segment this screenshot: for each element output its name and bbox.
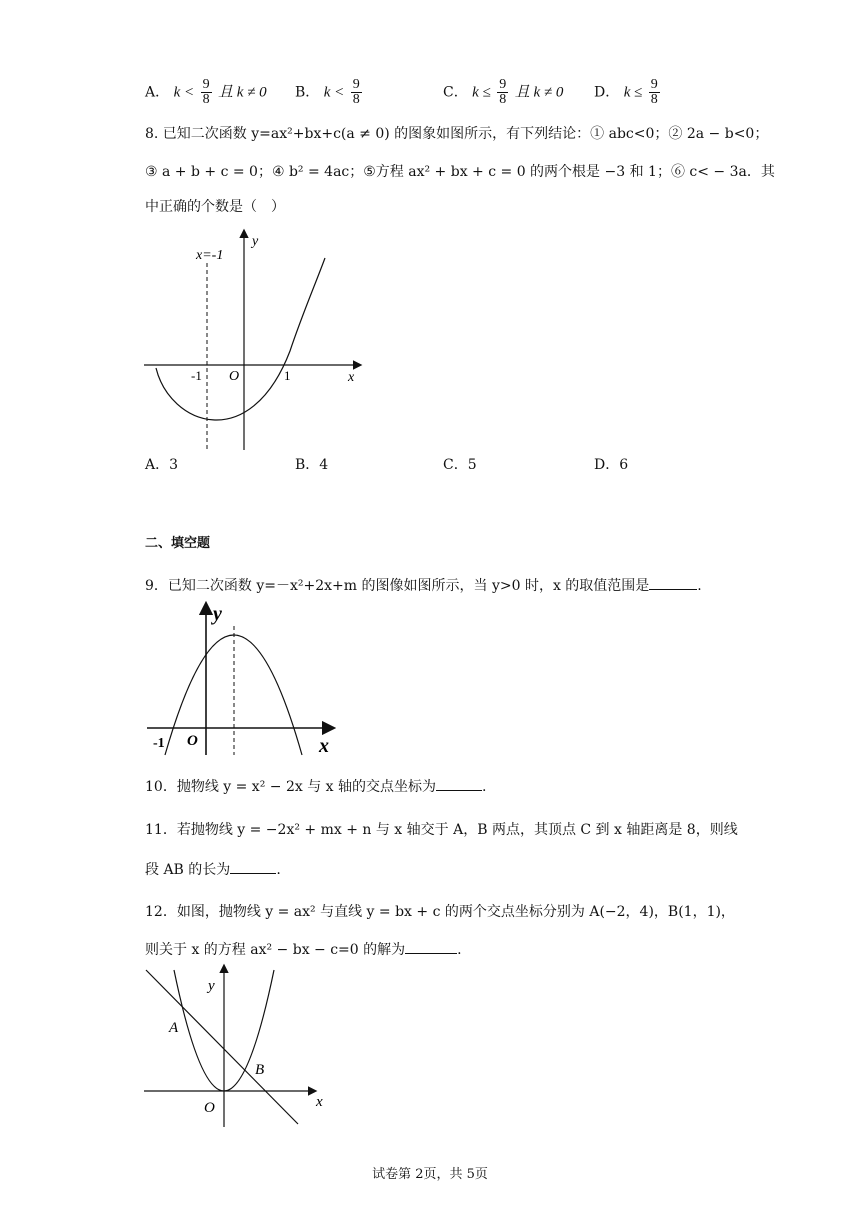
option-expr: k ≤ (472, 84, 491, 101)
q10-end: . (482, 779, 487, 795)
option-label: C． (443, 84, 468, 101)
axis-line-label: x=-1 (196, 248, 224, 263)
q12-graph (140, 962, 340, 1132)
q8-option-a: A．3 (145, 457, 179, 473)
q9-stem: 9．已知二次函数 y=－x²+2x+m 的图像如图所示，当 y>0 时，x 的取值范围是 (145, 578, 650, 594)
x-label: x (316, 1094, 323, 1110)
option-label: A． (145, 84, 170, 101)
q8-line1: 8. 已知二次函数 y=ax²+bx+c(a ≠ 0) 的图象如图所示，有下列结论：① abc<0；② 2a − b<0； (145, 126, 769, 142)
q11-line1: 11．若抛物线 y = −2x² + mx + n 与 x 轴交于 A，B 两点，其顶点 C 到 x 轴距离是 8，则线 (145, 822, 738, 838)
q11-end: . (276, 862, 281, 878)
x-label: x (319, 735, 329, 757)
x-label: x (348, 370, 355, 385)
q12-end: . (457, 942, 462, 958)
origin-label: O (204, 1100, 215, 1116)
q8-option-c: C．5 (443, 457, 477, 473)
q7-option-c (443, 78, 563, 107)
fraction: $\frac{9}{8}$ (202, 77, 210, 107)
q11-line2 (145, 860, 281, 880)
option-label: D． (594, 84, 620, 101)
q9-graph (145, 600, 345, 760)
neg1-label: -1 (191, 368, 202, 383)
point-b-label: B (255, 1062, 265, 1078)
option-expr: k < (173, 84, 195, 101)
q8-option-d: D．6 (594, 457, 629, 473)
y-label: y (208, 978, 215, 994)
q11-stem: 段 AB 的长为 (145, 862, 231, 878)
parabola-curve (165, 635, 302, 755)
q9-end: . (697, 578, 702, 594)
q12-line2 (145, 940, 462, 960)
q8-line2: ③ a + b + c = 0；④ b² = 4ac；⑤方程 ax² + bx + c = 0 的两个根是 −3 和 1；⑥ c< − 3a．其 (145, 164, 775, 180)
origin-label: O (187, 733, 198, 749)
section-title: 二、填空题 (145, 536, 211, 551)
q8-line3: 中正确的个数是（ ） (145, 199, 285, 215)
answer-blank[interactable] (436, 790, 482, 791)
fraction: $\frac{9}{8}$ (650, 77, 658, 107)
q7-option-b (295, 78, 364, 107)
q7-option-d (594, 78, 662, 107)
page-footer: 试卷第 2页，共 5页 (372, 1167, 488, 1182)
q10-text (145, 777, 486, 797)
q12-stem: 则关于 x 的方程 ax² − bx − c=0 的解为 (145, 942, 406, 958)
neg1-label: -1 (153, 736, 165, 751)
fraction: $\frac{9}{8}$ (352, 77, 360, 107)
answer-blank[interactable] (230, 873, 276, 874)
q10-stem: 10．抛物线 y = x² − 2x 与 x 轴的交点坐标为 (145, 779, 436, 795)
parabola-curve (156, 258, 325, 420)
answer-blank[interactable] (649, 589, 697, 590)
y-label: y (252, 234, 259, 249)
one-label: 1 (284, 368, 291, 383)
q12-line1: 12．如图，抛物线 y = ax² 与直线 y = bx + c 的两个交点坐标分别为 A(−2，4)，B(1，1)， (145, 904, 735, 920)
q8-option-b: B．4 (295, 457, 329, 473)
option-expr: k < (323, 84, 345, 101)
point-a-label: A (169, 1020, 179, 1036)
q8-graph (140, 225, 370, 455)
answer-blank[interactable] (405, 953, 457, 954)
option-expr-post: 且 k ≠ 0 (514, 84, 564, 101)
line-bx-c (146, 970, 298, 1124)
q7-option-a (145, 78, 267, 107)
fraction: $\frac{9}{8}$ (499, 77, 507, 107)
option-label: B． (295, 84, 320, 101)
option-expr: k ≤ (623, 84, 643, 101)
q9-text (145, 576, 702, 596)
origin-label: O (229, 369, 240, 384)
y-label: y (213, 603, 222, 625)
option-expr-post: 且 k ≠ 0 (218, 84, 267, 101)
